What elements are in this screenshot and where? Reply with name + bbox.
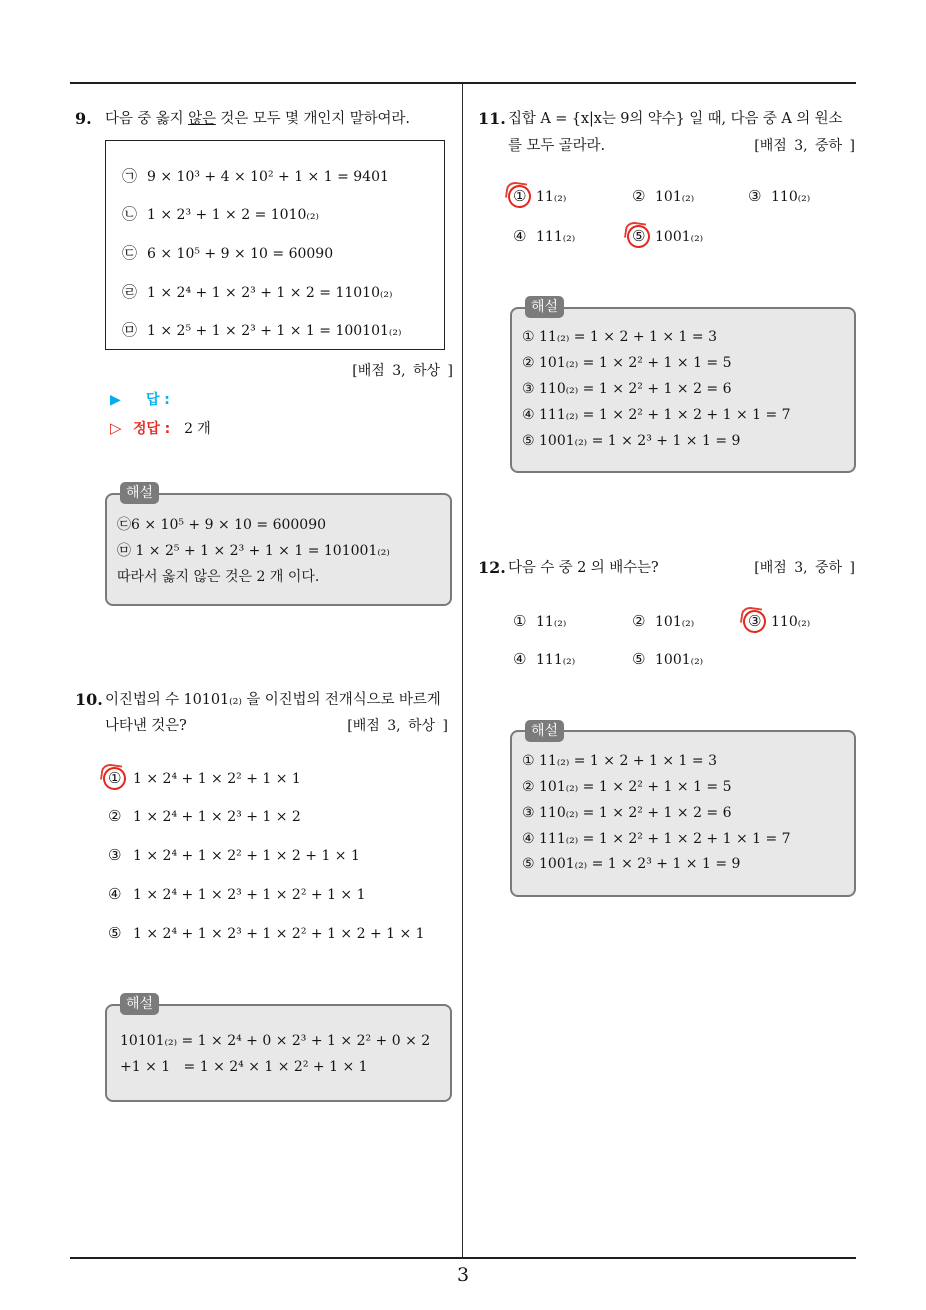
option-marker: ⑤ bbox=[632, 226, 655, 246]
correct-arrow-icon: ▷ bbox=[110, 419, 122, 437]
explanation-line: ② 101₍₂₎ = 1 × 2² + 1 × 1 = 5 bbox=[522, 355, 732, 371]
statement-marker: ㉤ bbox=[122, 321, 138, 339]
correct-answer-value: 2 개 bbox=[184, 421, 211, 437]
statement-row bbox=[122, 243, 333, 264]
problem-10-stem-line: 나타낸 것은? bbox=[105, 718, 187, 734]
option-5 bbox=[108, 923, 425, 944]
statement-row bbox=[122, 204, 319, 225]
answer-row bbox=[110, 390, 170, 410]
option-1 bbox=[513, 186, 566, 207]
problem-9-score: [배점 3, 하상 ] bbox=[352, 363, 453, 379]
option-3 bbox=[108, 845, 360, 866]
explanation-tag: 해설 bbox=[525, 720, 564, 742]
explanation-tag: 해설 bbox=[525, 296, 564, 318]
explanation-line: +1 × 1 = 1 × 2⁴ × 1 × 2² + 1 × 1 bbox=[120, 1059, 368, 1075]
explanation-line: ⑤ 1001₍₂₎ = 1 × 2³ + 1 × 1 = 9 bbox=[522, 433, 741, 449]
correct-answer-label: 정답 : bbox=[133, 421, 171, 437]
problem-12-number: 12. bbox=[478, 558, 506, 577]
option-text: 11₍₂₎ bbox=[536, 189, 567, 205]
problem-11-stem-line: 집합 A = {x|x는 9의 약수} 일 때, 다음 중 A 의 원소 bbox=[508, 111, 843, 127]
problem-11-stem-line: 를 모두 골라라. bbox=[508, 138, 605, 154]
statement-marker: ㉠ bbox=[122, 167, 138, 185]
problem-12-score: [배점 3, 중하 ] bbox=[754, 560, 855, 576]
problem-11-number: 11. bbox=[478, 109, 506, 128]
statement-marker: ㉡ bbox=[122, 205, 138, 223]
statement-expression: 1 × 2³ + 1 × 2 = 1010₍₂₎ bbox=[147, 207, 319, 223]
explanation-line: 10101₍₂₎ = 1 × 2⁴ + 0 × 2³ + 1 × 2² + 0 × 2 bbox=[120, 1033, 431, 1049]
explanation-line: ① 11₍₂₎ = 1 × 2 + 1 × 1 = 3 bbox=[522, 753, 717, 769]
problem-11-explanation bbox=[510, 299, 856, 473]
option-marker: ④ bbox=[513, 650, 527, 668]
explanation-line: ③ 110₍₂₎ = 1 × 2² + 1 × 2 = 6 bbox=[522, 805, 732, 821]
statement-expression: 1 × 2⁵ + 1 × 2³ + 1 × 1 = 100101₍₂₎ bbox=[147, 323, 402, 339]
option-2 bbox=[108, 806, 301, 827]
option-marker: ② bbox=[632, 612, 646, 630]
statement-row bbox=[122, 320, 401, 341]
problem-12-explanation bbox=[510, 723, 856, 897]
problem-12-stem-line: 다음 수 중 2 의 배수는? bbox=[508, 560, 659, 576]
option-marker: ① bbox=[513, 186, 536, 206]
problem-11-score: [배점 3, 중하 ] bbox=[754, 138, 855, 154]
option-text: 101₍₂₎ bbox=[655, 189, 695, 205]
option-marker: ④ bbox=[513, 227, 527, 245]
option-text: 1001₍₂₎ bbox=[655, 652, 704, 668]
explanation-line: ② 101₍₂₎ = 1 × 2² + 1 × 1 = 5 bbox=[522, 779, 732, 795]
option-1 bbox=[513, 611, 566, 632]
problem-10-stem-line: 이진법의 수 10101₍₂₎ 을 이진법의 전개식으로 바르게 bbox=[105, 692, 441, 708]
stem-underlined-text: 않은 bbox=[188, 111, 216, 127]
explanation-line: 따라서 옳지 않은 것은 2 개 이다. bbox=[117, 569, 320, 585]
explanation-tag: 해설 bbox=[120, 482, 159, 504]
option-text: 111₍₂₎ bbox=[536, 229, 576, 245]
bottom-rule bbox=[70, 1257, 856, 1259]
option-marker: ① bbox=[513, 612, 527, 630]
explanation-line: ③ 110₍₂₎ = 1 × 2² + 1 × 2 = 6 bbox=[522, 381, 732, 397]
option-marker: ② bbox=[632, 187, 646, 205]
problem-9-number: 9. bbox=[75, 109, 92, 128]
explanation-line: ㉤ 1 × 2⁵ + 1 × 2³ + 1 × 1 = 101001₍₂₎ bbox=[117, 543, 390, 559]
option-2 bbox=[632, 186, 694, 207]
option-marker: ⑤ bbox=[108, 924, 122, 942]
option-5 bbox=[632, 649, 703, 670]
option-text: 1 × 2⁴ + 1 × 2³ + 1 × 2 bbox=[133, 809, 301, 825]
problem-10-score: [배점 3, 하상 ] bbox=[347, 718, 448, 734]
statement-marker: ㉣ bbox=[122, 283, 138, 301]
option-text: 1001₍₂₎ bbox=[655, 229, 704, 245]
statement-row bbox=[122, 282, 392, 303]
stem-text: 다음 중 옳지 bbox=[105, 111, 189, 127]
option-marker: ④ bbox=[108, 885, 122, 903]
statement-expression: 1 × 2⁴ + 1 × 2³ + 1 × 2 = 11010₍₂₎ bbox=[147, 285, 393, 301]
statement-expression: 9 × 10³ + 4 × 10² + 1 × 1 = 9401 bbox=[147, 169, 389, 185]
explanation-line: ① 11₍₂₎ = 1 × 2 + 1 × 1 = 3 bbox=[522, 329, 717, 345]
answer-arrow-icon: ▶ bbox=[110, 392, 121, 408]
option-text: 1 × 2⁴ + 1 × 2² + 1 × 1 bbox=[133, 771, 301, 787]
statement-row bbox=[122, 166, 389, 187]
problem-10-number: 10. bbox=[75, 690, 103, 709]
option-marker: ③ bbox=[748, 611, 771, 631]
problem-10-explanation bbox=[105, 996, 452, 1102]
option-text: 1 × 2⁴ + 1 × 2³ + 1 × 2² + 1 × 1 bbox=[133, 887, 366, 903]
option-5 bbox=[632, 226, 703, 247]
option-2 bbox=[632, 611, 694, 632]
option-marker: ⑤ bbox=[632, 650, 646, 668]
option-4 bbox=[513, 649, 575, 670]
column-divider bbox=[462, 83, 463, 1257]
option-text: 101₍₂₎ bbox=[655, 614, 695, 630]
option-text: 11₍₂₎ bbox=[536, 614, 567, 630]
explanation-line: ⑤ 1001₍₂₎ = 1 × 2³ + 1 × 1 = 9 bbox=[522, 856, 741, 872]
option-marker: ② bbox=[108, 807, 122, 825]
statement-expression: 6 × 10⁵ + 9 × 10 = 60090 bbox=[147, 246, 334, 262]
page-number: 3 bbox=[456, 1264, 470, 1286]
problem-9-stem bbox=[105, 109, 410, 129]
explanation-line: ㉢6 × 10⁵ + 9 × 10 = 600090 bbox=[117, 517, 327, 533]
option-1 bbox=[108, 768, 301, 789]
explanation-tag: 해설 bbox=[120, 993, 159, 1015]
option-text: 1 × 2⁴ + 1 × 2² + 1 × 2 + 1 × 1 bbox=[133, 848, 360, 864]
statement-box bbox=[105, 140, 445, 350]
statement-marker: ㉢ bbox=[122, 244, 138, 262]
option-text: 111₍₂₎ bbox=[536, 652, 576, 668]
option-marker: ① bbox=[108, 768, 133, 788]
option-3 bbox=[748, 611, 810, 632]
option-text: 110₍₂₎ bbox=[771, 189, 811, 205]
option-marker: ③ bbox=[108, 846, 122, 864]
explanation-line: ④ 111₍₂₎ = 1 × 2² + 1 × 2 + 1 × 1 = 7 bbox=[522, 831, 791, 847]
answer-label: 답 : bbox=[146, 392, 170, 408]
option-text: 1 × 2⁴ + 1 × 2³ + 1 × 2² + 1 × 2 + 1 × 1 bbox=[133, 926, 425, 942]
explanation-line: ④ 111₍₂₎ = 1 × 2² + 1 × 2 + 1 × 1 = 7 bbox=[522, 407, 791, 423]
problem-9-explanation bbox=[105, 485, 452, 606]
stem-text: 것은 모두 몇 개인지 말하여라. bbox=[215, 111, 410, 127]
option-3 bbox=[748, 186, 810, 207]
option-4 bbox=[513, 226, 575, 247]
option-marker: ③ bbox=[748, 187, 762, 205]
correct-answer-row bbox=[110, 418, 211, 439]
option-text: 110₍₂₎ bbox=[771, 614, 811, 630]
option-4 bbox=[108, 884, 366, 905]
